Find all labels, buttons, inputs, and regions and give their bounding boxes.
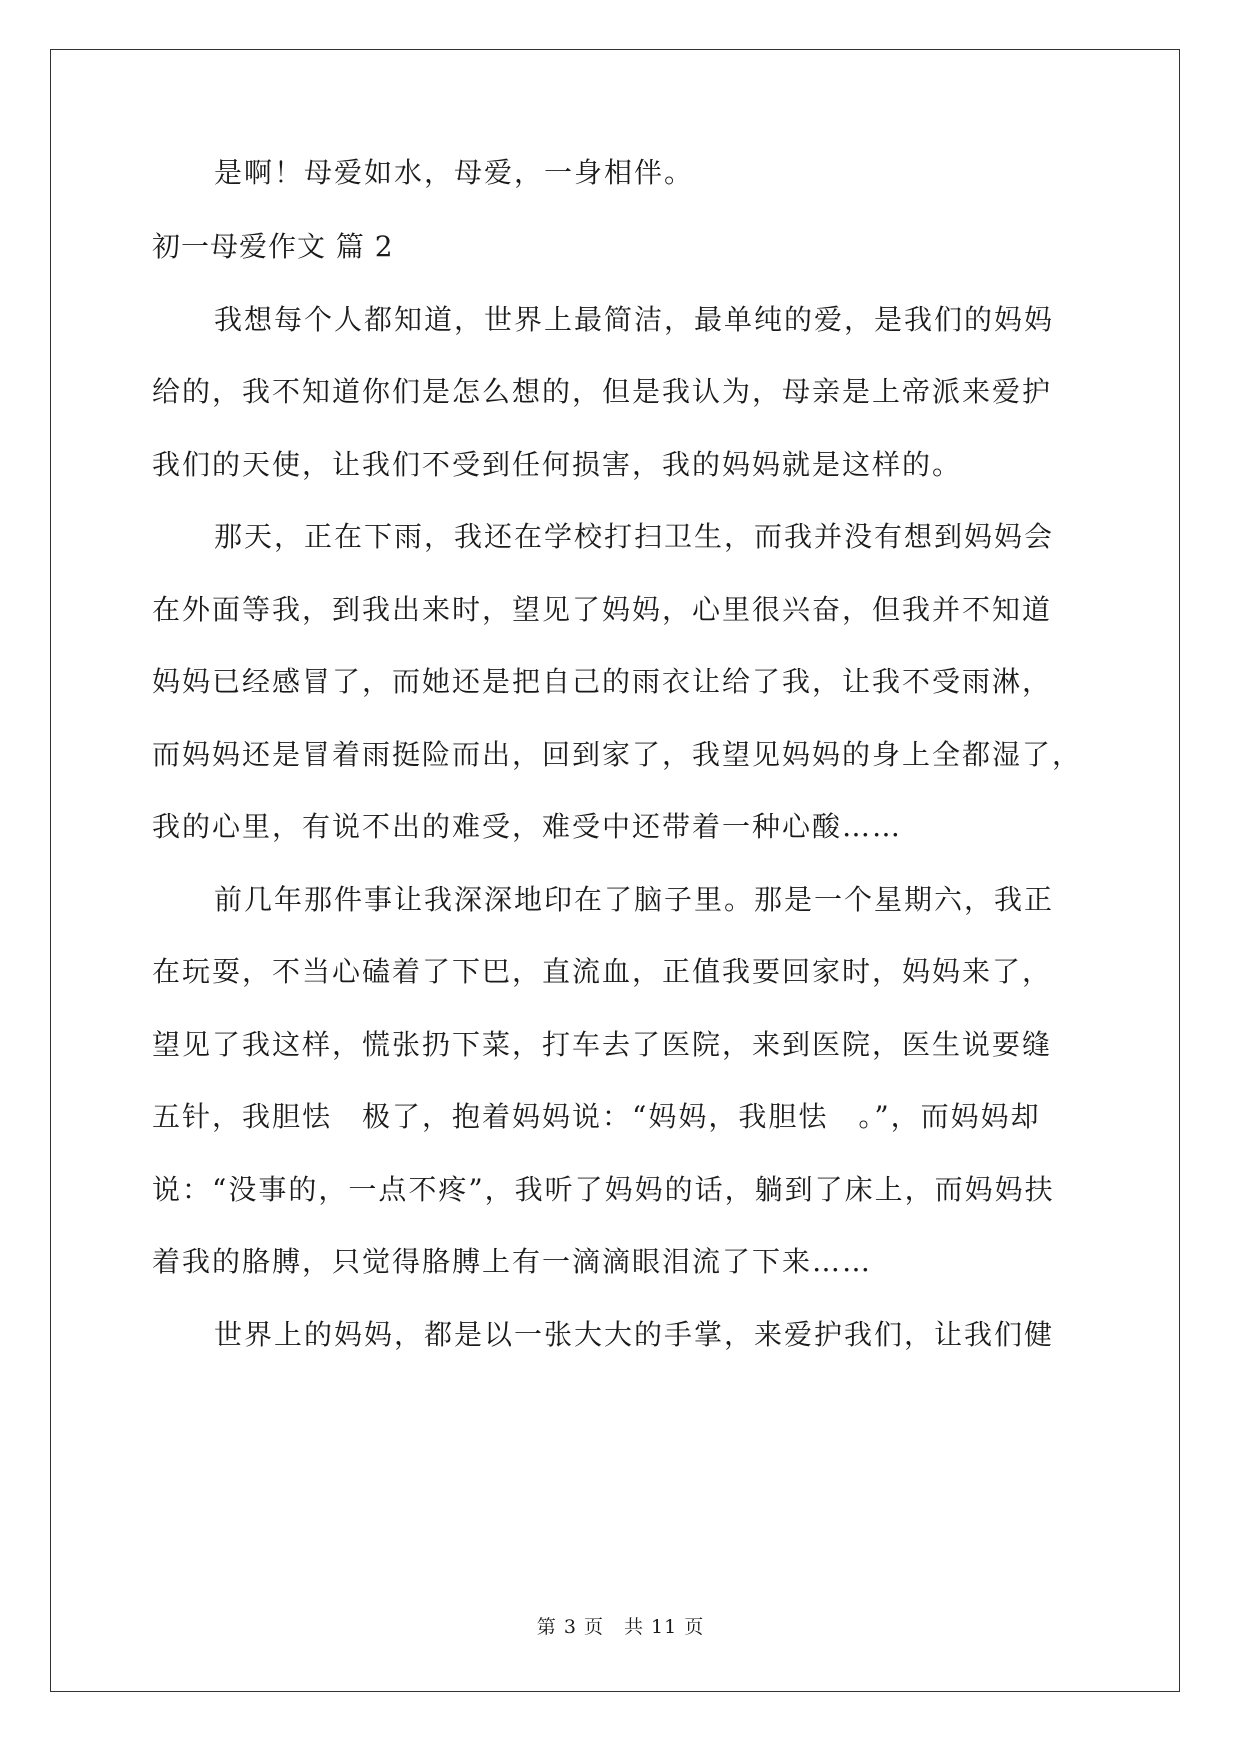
paragraph-line: 望见了我这样，慌张扔下菜，打车去了医院，来到医院，医生说要缝: [152, 1028, 1053, 1061]
paragraph-line: 前几年那件事让我深深地印在了脑子里。那是一个星期六，我正: [214, 883, 1055, 916]
paragraph-line: 我们的天使，让我们不受到任何损害，我的妈妈就是这样的。: [152, 448, 963, 481]
page-number-footer: 第 3 页 共 11 页: [536, 1616, 705, 1638]
paragraph-line: 说：“没事的，一点不疼”，我听了妈妈的话，躺到了床上，而妈妈扶: [152, 1173, 1055, 1206]
paragraph-line: 那天，正在下雨，我还在学校打扫卫生，而我并没有想到妈妈会: [214, 520, 1055, 553]
paragraph-line: 在外面等我，到我出来时，望见了妈妈，心里很兴奋，但我并不知道: [152, 593, 1053, 626]
paragraph-line: 是啊！母爱如水，母爱，一身相伴。: [214, 156, 695, 189]
paragraph-line: 我想每个人都知道，世界上最简洁，最单纯的爱，是我们的妈妈: [214, 303, 1055, 336]
paragraph-line: 在玩耍，不当心磕着了下巴，直流血，正值我要回家时，妈妈来了，: [152, 955, 1053, 988]
paragraph-line: 妈妈已经感冒了，而她还是把自己的雨衣让给了我，让我不受雨淋，: [152, 665, 1053, 698]
paragraph-line: 着我的胳膊，只觉得胳膊上有一滴滴眼泪流了下来……: [152, 1245, 873, 1278]
paragraph-line: 给的，我不知道你们是怎么想的，但是我认为，母亲是上帝派来爱护: [152, 375, 1053, 408]
paragraph-line: 世界上的妈妈，都是以一张大大的手掌，来爱护我们，让我们健: [214, 1318, 1055, 1351]
paragraph-line: 我的心里，有说不出的难受，难受中还带着一种心酸……: [152, 810, 903, 843]
section-heading: 初一母爱作文 篇 2: [152, 230, 394, 263]
page-border: [50, 49, 1180, 1692]
paragraph-line: 而妈妈还是冒着雨挺险而出，回到家了，我望见妈妈的身上全都湿了，: [152, 738, 1083, 771]
paragraph-line: 五针，我胆怯 极了，抱着妈妈说：“妈妈，我胆怯 。”，而妈妈却: [152, 1100, 1041, 1133]
